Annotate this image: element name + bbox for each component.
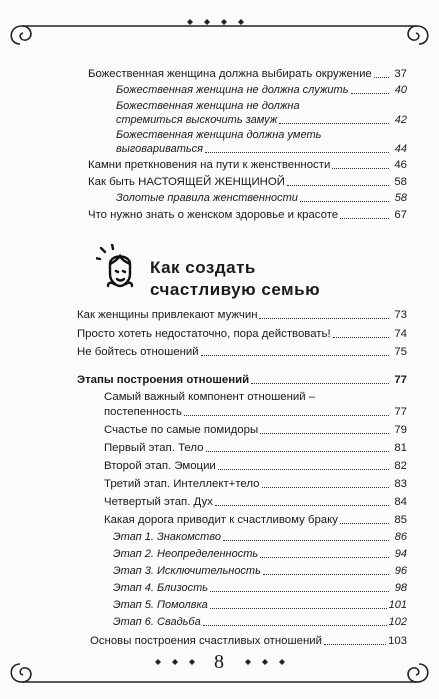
toc-chapter[interactable] — [77, 373, 407, 387]
section-title-line2: счастливую семью — [150, 280, 321, 299]
toc-entry-page: 101 — [388, 599, 407, 611]
toc-entry-page: 84 — [394, 496, 407, 508]
toc-entry-title: Этап 5. Помолвка — [113, 599, 208, 611]
toc-entry-title: Не бойтесь отношений — [77, 346, 199, 358]
toc-entry-title: Этап 4. Близость — [113, 582, 209, 594]
toc-entry-title: Этап 1. Знакомство — [113, 531, 221, 543]
toc-entry-page: 73 — [394, 309, 407, 321]
toc-entry[interactable] — [77, 327, 407, 341]
toc-leader — [223, 540, 389, 541]
toc-entry[interactable] — [104, 513, 407, 527]
toc-entry-title: Камни преткновения на пути к женственности — [88, 159, 331, 171]
toc-leader — [260, 433, 389, 434]
toc-entry-page: 96 — [394, 565, 407, 577]
toc-entry-title: Как женщины привлекают мужчин — [77, 309, 258, 321]
toc-subentry[interactable] — [116, 142, 407, 156]
toc-entry-page: 98 — [394, 582, 407, 594]
toc-subentry[interactable] — [116, 113, 407, 127]
toc-entry-title: Второй этап. Эмоции — [104, 460, 216, 472]
toc-entry-page: 77 — [394, 406, 407, 418]
toc-entry-page: 40 — [394, 84, 407, 96]
toc-entry[interactable] — [90, 634, 407, 648]
toc-entry-page: 58 — [394, 176, 407, 188]
toc-leader — [324, 644, 386, 645]
toc-entry-title-line1: Божественная женщина не должна — [116, 100, 300, 112]
toc-entry-title: Первый этап. Тело — [104, 442, 204, 454]
toc-subentry[interactable] — [113, 564, 407, 578]
toc-entry[interactable] — [104, 477, 407, 491]
toc-entry[interactable] — [77, 345, 407, 359]
toc-entry-page: 77 — [394, 374, 407, 386]
toc-leader — [260, 557, 389, 558]
toc-entry-title-line1: Божественная женщина должна уметь — [116, 129, 322, 141]
toc-entry-page: 94 — [394, 548, 407, 560]
toc-subentry[interactable] — [116, 83, 407, 97]
page-number: 8 — [214, 651, 224, 673]
toc-entry[interactable] — [104, 495, 407, 509]
toc-entry-page: 44 — [394, 143, 407, 155]
toc-entry-page: 86 — [394, 531, 407, 543]
toc-leader — [184, 415, 389, 416]
toc-entry[interactable] — [104, 405, 407, 419]
toc-entry-title: Какая дорога приводит к счастливому браку — [104, 514, 338, 526]
toc-leader — [215, 505, 389, 506]
toc-entry-title: Этап 6. Свадьба — [113, 616, 201, 628]
toc-leader — [340, 218, 389, 219]
toc-entry[interactable] — [88, 208, 407, 222]
toc-entry-page: 67 — [394, 209, 407, 221]
toc-leader — [333, 337, 389, 338]
toc-entry[interactable] — [88, 67, 407, 81]
toc-entry-title-line1: Самый важный компонент отношений – — [104, 391, 316, 403]
toc-entry-page: 103 — [387, 635, 407, 647]
toc-entry[interactable] — [88, 175, 407, 189]
toc-entry-page: 46 — [394, 159, 407, 171]
toc-entry-page: 83 — [394, 478, 407, 490]
toc-entry-page: 42 — [394, 114, 407, 126]
toc-leader — [201, 355, 389, 356]
toc-entry-title: Что нужно знать о женском здоровье и красоте — [88, 209, 339, 221]
toc-subentry[interactable] — [113, 598, 407, 612]
toc-entry-title-line2: выговариваться — [116, 143, 204, 155]
toc-leader — [300, 201, 389, 202]
toc-leader — [340, 523, 389, 524]
toc-entry-title-line2: постепенность — [104, 406, 182, 418]
toc-entry-title: Божественная женщина не должна служить — [116, 84, 349, 96]
toc-entry-title: Третий этап. Интеллект+тело — [104, 478, 260, 490]
toc-entry-page: 37 — [394, 68, 407, 80]
section-title-line1: Как создать — [150, 258, 256, 277]
toc-entry-page: 102 — [388, 616, 407, 628]
toc-entry-title: Счастье по самые помидоры — [104, 424, 259, 436]
toc-entry[interactable] — [77, 308, 407, 322]
toc-leader — [287, 185, 389, 186]
top-ornament — [0, 14, 439, 54]
toc-subentry[interactable] — [116, 191, 407, 205]
toc-chapter-title: Этапы построения отношений — [77, 374, 250, 386]
toc-entry-page: 74 — [394, 328, 407, 340]
toc-entry-title: Четвертый этап. Дух — [104, 496, 213, 508]
toc-leader — [279, 123, 389, 124]
toc-leader — [206, 451, 390, 452]
toc-leader — [210, 608, 387, 609]
toc-entry[interactable] — [104, 459, 407, 473]
toc-entry-title: Просто хотеть недостаточно, пора действовать! — [77, 328, 331, 340]
woman-face-icon — [96, 244, 140, 294]
toc-leader — [210, 591, 389, 592]
toc-entry-page: 79 — [394, 424, 407, 436]
toc-entry[interactable] — [88, 158, 407, 172]
toc-entry-title: Основы построения счастливых отношений — [90, 635, 323, 647]
toc-leader — [351, 93, 390, 94]
toc-leader — [262, 487, 390, 488]
toc-leader — [259, 318, 389, 319]
toc-leader — [205, 152, 389, 153]
toc-entry-title: Божественная женщина должна выбирать окружение — [88, 68, 372, 80]
toc-entry-page: 82 — [394, 460, 407, 472]
toc-entry-title: Этап 3. Исключительность — [113, 565, 261, 577]
toc-entry-page: 75 — [394, 346, 407, 358]
toc-subentry[interactable] — [113, 530, 407, 544]
toc-subentry[interactable] — [113, 547, 407, 561]
toc-leader — [332, 168, 389, 169]
toc-subentry[interactable] — [113, 581, 407, 595]
toc-entry-title-line2: стремиться выскочить замуж — [116, 114, 278, 126]
toc-entry-title: Золотые правила женственности — [116, 192, 298, 204]
toc-leader — [251, 383, 389, 384]
toc-entry-title: Этап 2. Неопределенность — [113, 548, 259, 560]
toc-entry[interactable] — [104, 441, 407, 455]
toc-leader — [263, 574, 389, 575]
toc-leader — [203, 625, 387, 626]
toc-entry-page: 85 — [394, 514, 407, 526]
toc-entry-page: 58 — [394, 192, 407, 204]
toc-entry[interactable] — [104, 423, 407, 437]
toc-leader — [374, 77, 389, 78]
toc-subentry[interactable] — [113, 615, 407, 629]
toc-entry-title: Как быть НАСТОЯЩЕЙ ЖЕНЩИНОЙ — [88, 176, 285, 188]
toc-leader — [218, 469, 389, 470]
toc-entry-page: 81 — [394, 442, 407, 454]
